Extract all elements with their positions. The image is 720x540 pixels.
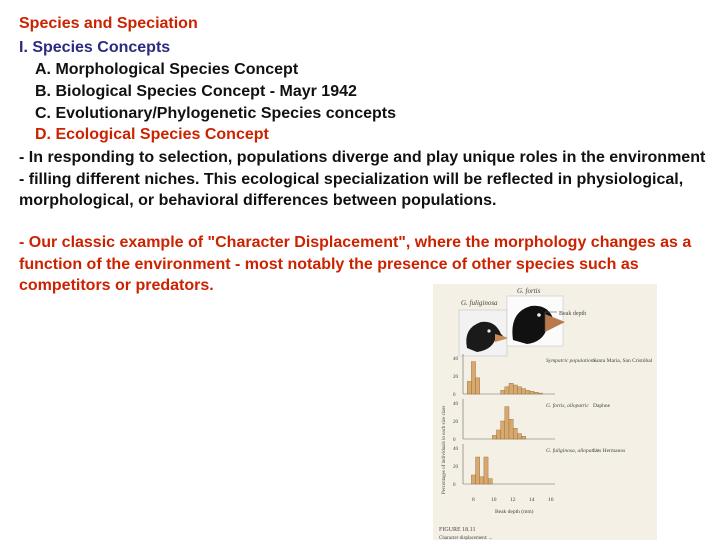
- histogram-bar: [476, 378, 480, 394]
- histogram-bar: [480, 477, 484, 484]
- island-label: Daphne: [593, 403, 611, 409]
- x-tick-label: 12: [510, 497, 516, 503]
- histogram-bar: [534, 392, 538, 394]
- histogram-bar: [496, 430, 500, 439]
- histogram-bar: [513, 385, 517, 394]
- histogram-bar: [509, 419, 513, 439]
- x-axis-label: Beak depth (mm): [495, 509, 534, 515]
- finch-fuliginosa-illustration: [459, 310, 509, 356]
- histogram-bar: [513, 428, 517, 439]
- histogram-bar: [471, 475, 475, 484]
- histogram-bar: [484, 457, 488, 484]
- histogram-bar: [530, 391, 534, 394]
- x-tick-label: 10: [491, 497, 497, 503]
- histogram-bar: [538, 393, 542, 394]
- y-tick-label: 20: [453, 375, 458, 380]
- concept-item-c: C. Evolutionary/Phylogenetic Species concepts: [35, 105, 396, 122]
- section-heading: I. Species Concepts: [19, 39, 171, 56]
- fortis-label: G. fortis: [517, 287, 541, 295]
- y-tick-label: 0: [453, 393, 456, 398]
- histogram-bar: [509, 383, 513, 394]
- histogram-bar: [517, 387, 521, 394]
- histogram-bar: [505, 387, 509, 394]
- fuliginosa-label: G. fuliginosa: [461, 299, 498, 307]
- x-tick-label: 16: [548, 497, 554, 503]
- character-displacement-paragraph: - Our classic example of "Character Displacement", where the morphology changes as a function of the environment - most notably the presence of other species such as competitors or predators.: [19, 234, 692, 294]
- ecological-paragraph: - In responding to selection, populations diverge and play unique roles in the environment - filling different niches. This ecological specialization will be reflected in physiological, morphological, or behavioral differences between populations.: [19, 149, 706, 209]
- histogram-bar: [501, 390, 505, 394]
- panel-label: G. fortis, allopatric: [546, 403, 589, 409]
- histogram-bar: [476, 457, 480, 484]
- histogram-bar: [505, 407, 509, 439]
- histogram-bar: [517, 434, 521, 439]
- y-tick-label: 40: [453, 447, 458, 452]
- island-label: Los Hermanos: [593, 448, 626, 454]
- y-tick-label: 20: [453, 420, 458, 425]
- y-axis-label: Percentages of individuals in each size class: [442, 405, 447, 494]
- figure-caption: FIGURE 18.11: [439, 527, 476, 533]
- slide-title: Species and Speciation: [19, 15, 198, 32]
- histogram-bar: [467, 381, 471, 394]
- histogram-bar: [526, 390, 530, 394]
- histogram-bar: [492, 435, 496, 439]
- histogram-bar: [471, 362, 475, 394]
- island-label: Santa Maria, San Cristóbal: [593, 358, 653, 364]
- x-tick-label: 14: [529, 497, 535, 503]
- panel-label: G. fuliginosa, allopatric: [546, 448, 600, 454]
- y-tick-label: 40: [453, 357, 458, 362]
- y-tick-label: 0: [453, 438, 456, 443]
- histogram-bar: [488, 479, 492, 484]
- histogram-bar: [522, 389, 526, 394]
- concept-item-d: D. Ecological Species Concept: [35, 126, 269, 143]
- concept-item-b: B. Biological Species Concept - Mayr 1942: [35, 83, 357, 100]
- histogram-bar: [501, 421, 505, 439]
- figure-caption-sub: Character displacement: ...: [439, 536, 493, 540]
- y-tick-label: 0: [453, 483, 456, 488]
- y-tick-label: 20: [453, 465, 458, 470]
- concept-item-a: A. Morphological Species Concept: [35, 61, 299, 78]
- histogram-bar: [522, 436, 526, 439]
- x-tick-label: 8: [472, 497, 475, 503]
- finch-fortis-illustration: [507, 296, 565, 346]
- panel-label: Sympatric populations: [546, 358, 596, 364]
- finch-beak-figure: [433, 284, 657, 540]
- y-tick-label: 40: [453, 402, 458, 407]
- beak-depth-label: Beak depth: [559, 311, 587, 317]
